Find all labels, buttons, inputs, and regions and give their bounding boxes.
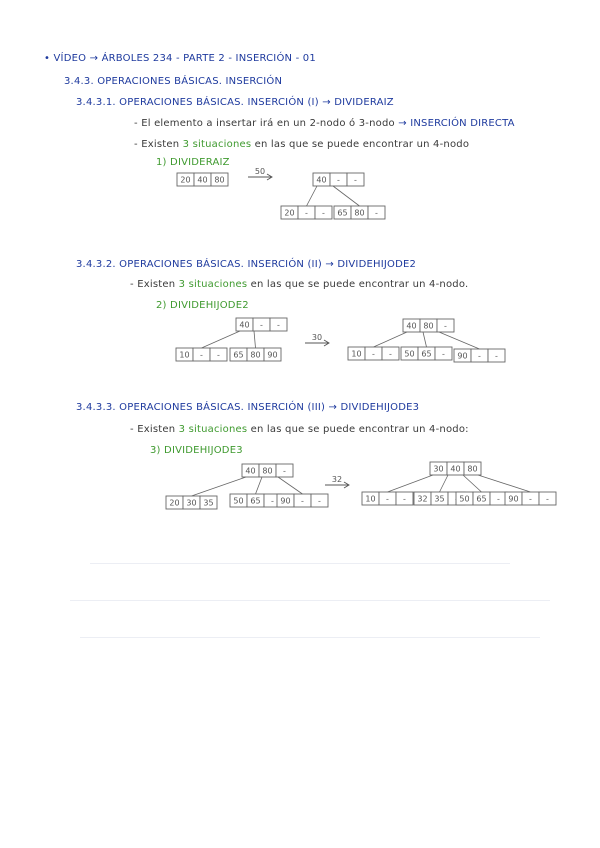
node-key: 90 [457, 351, 468, 361]
node-key: - [444, 321, 447, 331]
node-key: 50 [233, 496, 244, 506]
bullet-highlight: 3 situaciones [178, 279, 248, 290]
dash: - [130, 424, 134, 435]
subsection-title: OPERACIONES BÁSICAS. INSERCIÓN (III) [119, 402, 326, 413]
section-number: 3.4.3. [64, 76, 94, 87]
tree-edge [478, 475, 531, 492]
after-child-node [334, 206, 385, 219]
node-key: - [442, 349, 445, 359]
tree-edge [202, 331, 241, 348]
arrow-icon: → [322, 97, 331, 108]
node-key: 80 [423, 321, 434, 331]
node-key: 65 [337, 208, 348, 218]
after-root-node [403, 319, 454, 332]
bullet-highlight: 3 situaciones [178, 424, 248, 435]
node-key: - [301, 496, 304, 506]
insert-value: 32 [331, 475, 343, 484]
node-key: 80 [467, 464, 478, 474]
node-key: 80 [354, 208, 365, 218]
topic-label: ÁRBOLES 234 - PARTE 2 - INSERCIÓN - 01 [101, 53, 316, 64]
insert-value: 30 [311, 333, 323, 342]
tree-edge [440, 475, 449, 492]
bullet-text: El elemento a insertar irá en un 2-nodo ó 3-nodo [141, 118, 395, 129]
tree-edge [307, 186, 318, 206]
dash: - [134, 139, 138, 150]
node-key: 80 [262, 466, 273, 476]
node-key: 65 [421, 349, 432, 359]
node-key: - [283, 466, 286, 476]
node-key: 35 [203, 498, 214, 508]
node-key: 20 [169, 498, 180, 508]
node-key: 40 [450, 464, 461, 474]
arrow-icon: → [328, 402, 338, 413]
node-key: 10 [365, 494, 376, 504]
node-key: - [375, 208, 378, 218]
arrow-icon: → [398, 118, 407, 129]
after-child-node [281, 206, 332, 219]
bullet-text: en las que se puede encontrar un 4-nodo [254, 139, 470, 150]
node-key: 80 [250, 350, 261, 360]
bullet-text: en las que se puede encontrar un 4-nodo: [250, 424, 469, 435]
node-key: 32 [417, 494, 428, 504]
after-child-node [401, 347, 452, 360]
node-key: 50 [404, 349, 415, 359]
before-root-node [177, 173, 228, 186]
node-key: - [322, 208, 325, 218]
bullet-text: Existen [137, 424, 176, 435]
bullet-result: INSERCIÓN DIRECTA [410, 118, 515, 129]
node-key: 40 [239, 320, 250, 330]
insert-value: 50 [254, 167, 266, 176]
node-key: 20 [180, 175, 191, 185]
node-key: 65 [233, 350, 244, 360]
subsection-number: 3.4.3.2. [76, 259, 116, 270]
subsection-link: DIVIDEHIJODE2 [337, 259, 417, 270]
node-key: - [529, 494, 532, 504]
before-child-node [230, 348, 281, 361]
tree-edge [192, 477, 247, 496]
tree-edge [388, 475, 434, 492]
subsection-link: DIVIDEHIJODE3 [340, 402, 420, 413]
after-child-node [456, 492, 507, 505]
subsection-title: OPERACIONES BÁSICAS. INSERCIÓN (II) [119, 259, 322, 270]
subsection-number: 3.4.3.1. [76, 97, 116, 108]
tree-edge [463, 475, 482, 492]
node-key: - [277, 320, 280, 330]
node-key: 40 [406, 321, 417, 331]
after-child-node [505, 492, 556, 505]
before-root-node [236, 318, 287, 331]
node-key: - [495, 351, 498, 361]
bullet-text: Existen [137, 279, 176, 290]
node-key: - [403, 494, 406, 504]
tree-edge [439, 332, 480, 349]
node-key: 10 [351, 349, 362, 359]
node-key: 90 [508, 494, 519, 504]
before-child-node [277, 494, 328, 507]
tree-edge [374, 332, 408, 347]
node-key: 30 [433, 464, 444, 474]
after-child-node [348, 347, 399, 360]
node-key: - [497, 494, 500, 504]
bullet: • [44, 53, 51, 64]
node-key: 65 [476, 494, 487, 504]
tree-edge [254, 331, 256, 348]
case-label: 3) DIVIDEHIJODE3 [150, 445, 243, 456]
bullet-text: Existen [141, 139, 180, 150]
node-key: - [305, 208, 308, 218]
node-key: 30 [186, 498, 197, 508]
node-key: - [318, 496, 321, 506]
node-key: 90 [280, 496, 291, 506]
bullet-highlight: 3 situaciones [182, 139, 252, 150]
node-key: - [389, 349, 392, 359]
after-root-node [313, 173, 364, 186]
node-key: 90 [267, 350, 278, 360]
subsection-link: DIVIDERAIZ [334, 97, 394, 108]
before-child-node [166, 496, 217, 509]
subsection-title: OPERACIONES BÁSICAS. INSERCIÓN (I) [119, 97, 319, 108]
tree-edge [423, 332, 427, 347]
node-key: 40 [316, 175, 327, 185]
node-key: 40 [197, 175, 208, 185]
tree-edge [256, 477, 263, 494]
before-child-node [230, 494, 281, 507]
subsection-number: 3.4.3.3. [76, 402, 116, 413]
video-label: VÍDEO [53, 53, 87, 64]
case-label: 1) DIVIDERAIZ [156, 157, 230, 168]
node-key: - [354, 175, 357, 185]
node-key: 80 [214, 175, 225, 185]
node-key: - [478, 351, 481, 361]
tree-edge [333, 186, 360, 206]
node-key: - [386, 494, 389, 504]
arrow-icon: → [325, 259, 334, 270]
node-key: - [260, 320, 263, 330]
before-root-node [242, 464, 293, 477]
node-key: 35 [434, 494, 445, 504]
section-title: OPERACIONES BÁSICAS. INSERCIÓN [97, 76, 283, 87]
node-key: 65 [250, 496, 261, 506]
node-key: - [546, 494, 549, 504]
after-root-node [430, 462, 481, 475]
node-key: - [271, 496, 274, 506]
before-child-node [176, 348, 227, 361]
node-key: - [217, 350, 220, 360]
after-child-node [362, 492, 413, 505]
node-key: - [337, 175, 340, 185]
case-label: 2) DIVIDEHIJODE2 [156, 300, 249, 311]
after-child-node [454, 349, 505, 362]
node-key: 40 [245, 466, 256, 476]
node-key: 20 [284, 208, 295, 218]
bullet-text: en las que se puede encontrar un 4-nodo. [250, 279, 469, 290]
tree-edge [278, 477, 303, 494]
node-key: - [200, 350, 203, 360]
node-key: - [372, 349, 375, 359]
arrow-icon: → [89, 53, 99, 64]
dash: - [134, 118, 138, 129]
node-key: 10 [179, 350, 190, 360]
node-key: 50 [459, 494, 470, 504]
dash: - [130, 279, 134, 290]
